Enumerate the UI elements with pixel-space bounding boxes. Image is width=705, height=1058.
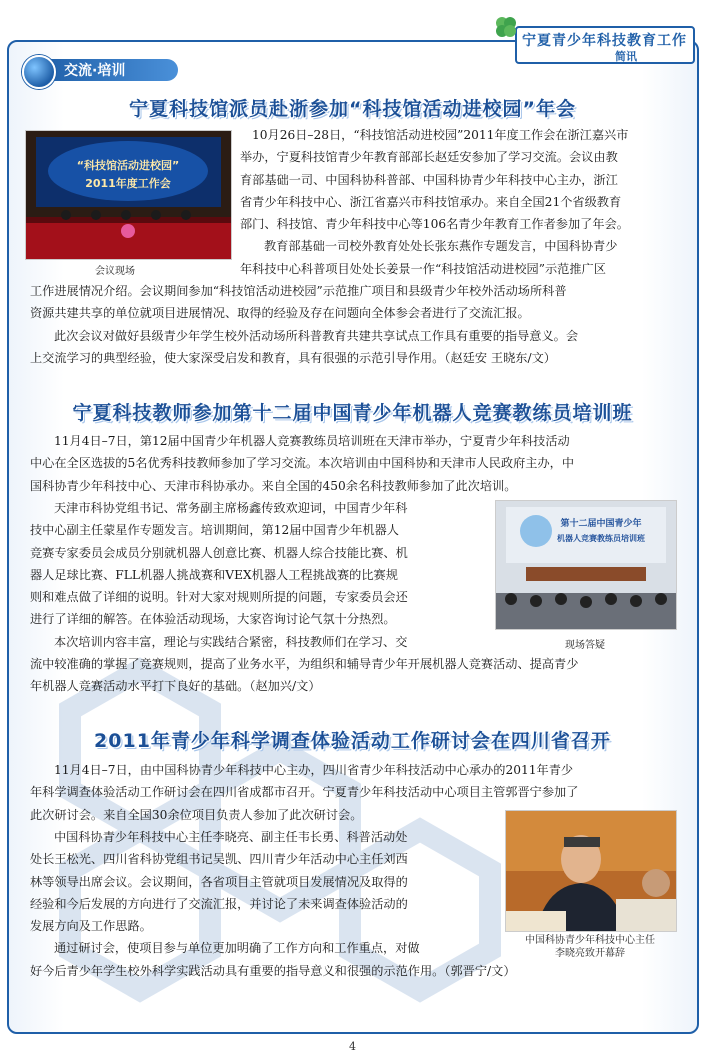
text-line: 育部基础一司、中国科协科普部、中国科协青少年科技中心主办，浙江	[240, 172, 618, 187]
text-line: 举办，宁夏科技馆青少年教育部部长赵廷安参加了学习交流。会议由教	[240, 150, 618, 165]
text-line: 上交流学习的典型经验，使大家深受启发和教育，具有很强的示范引导作用。（赵廷安 王晓东/文）	[30, 350, 556, 365]
text-line: 器人足球比赛、FLL机器人挑战赛和VEX机器人工程挑战赛的比赛规	[30, 567, 398, 582]
banner-line-2: 2011年度工作会	[85, 177, 171, 190]
text-line: 经验和今后发展的方向进行了交流汇报，并讨论了未来调查体验活动的	[30, 896, 408, 911]
text-line: 年科技中心科普项目处处长姜景一作“科技馆活动进校园”示范推广区	[240, 261, 606, 276]
article-2-text-top	[30, 430, 685, 497]
brand-header	[475, 14, 695, 62]
text-line: 国科协青少年科技中心、天津市科协承办。来自全国的450余名科技教师参加了此次培训。	[30, 478, 517, 493]
text-line: 11月4日–7日，由中国科协青少年科技中心主办，四川省青少年科技活动中心承办的2011年青少	[54, 763, 574, 777]
section-tag	[22, 55, 182, 85]
page-number: 4	[349, 1040, 356, 1053]
speaker-photo-image	[506, 811, 676, 931]
text-line: 则和难点做了详细的说明。针对大家对规则所提的问题，专家委员会还	[30, 590, 408, 605]
section-label: 交流·培训	[64, 63, 126, 79]
text-line: 省青少年科技中心、浙江省嘉兴市科技馆承办。来自全国21个省级教育	[240, 194, 622, 209]
globe-icon	[22, 55, 56, 89]
article-2-photo-caption: 现场答疑	[565, 640, 605, 651]
text-line: 好今后青少年学生校外科学实践活动具有重要的指导意义和很强的示范作用。（郭晋宁/文）	[30, 964, 516, 978]
text-line: 处长王松光、四川省科协党组书记吴凯、四川青少年活动中心主任刘西	[30, 852, 408, 867]
article-2-headline: 宁夏科技教师参加第十二届中国青少年机器人竞赛教练员培训班	[72, 402, 633, 424]
text-line: 天津市科协党组书记、常务副主席杨鑫传致欢迎词，中国青少年科	[54, 501, 408, 515]
article-3-text-bottom	[30, 960, 685, 982]
article-1-text-full	[30, 280, 685, 369]
text-line: 11月4日–7日，第12届中国青少年机器人竞赛教练员培训班在天津市举办，宁夏青少年科技活动	[54, 434, 570, 448]
article-1-photo-caption: 会议现场	[95, 266, 135, 277]
article-3-headline: 2011年青少年科学调查体验活动工作研讨会在四川省召开	[94, 730, 611, 752]
text-line: 流中较准确的掌握了竞赛规则，提高了业务水平，为组织和辅导青少年开展机器人竞赛活动、提高青少	[30, 657, 579, 671]
article-1-photo	[25, 130, 232, 260]
text-line: 本次培训内容丰富，理论与实践结合紧密，科技教师们在学习、交	[54, 634, 408, 649]
article-2-photo	[495, 500, 677, 630]
article-2-text-left	[30, 497, 485, 653]
conference-photo-image	[26, 131, 231, 259]
article-3-photo	[505, 810, 677, 932]
brand-subtitle: 简讯	[615, 50, 637, 63]
banner-line-1: “科技馆活动进校园”	[76, 159, 180, 172]
text-line: 此次研讨会。来自全国30余位项目负责人参加了此次研讨会。	[30, 807, 363, 822]
text-line: 竞赛专家委员会成员分别就机器人创意比赛、机器人综合技能比赛、机	[30, 545, 408, 560]
text-line: 进行了详细的解答。在体验活动现场，大家咨询讨论气氛十分热烈。	[30, 612, 396, 627]
text-line: 中心在全区选拔的5名优秀科技教师参加了学习交流。本次培训由中国科协和天津市人民政府主办，中	[30, 456, 575, 471]
caption-line: 李晓亮致开幕辞	[555, 948, 625, 959]
text-line: 部门、科技馆、青少年科技中心等106名青少年教育工作者参加了年会。	[240, 217, 629, 232]
training-photo-image	[496, 501, 676, 629]
text-line: 教育部基础一司校外教育处处长张东燕作专题发言，中国科协青少	[264, 239, 618, 254]
text-line: 此次会议对做好县级青少年学生校外活动场所科普教育共建共享试点工作具有重要的指导意义。会	[54, 328, 579, 343]
brand-title: 宁夏青少年科技教育工作	[522, 33, 687, 49]
banner-line-2: 机器人竞赛教练员培训班	[557, 534, 645, 543]
text-line: 年科学调查体验活动工作研讨会在四川省成都市召开。宁夏青少年科技活动中心项目主管郭晋宁参加了	[30, 785, 579, 800]
clover-logo-icon	[493, 14, 519, 40]
text-line: 资源共建共享的单位就项目进展情况、取得的经验及存在问题向全体参会者进行了交流汇报。	[30, 306, 530, 321]
text-line: 通过研讨会，使项目参与单位更加明确了工作方向和工作重点，对做	[54, 941, 420, 956]
article-1-text-right	[240, 124, 680, 280]
text-line: 中国科协青少年科技中心主任李晓亮、副主任韦长勇、科普活动处	[54, 830, 408, 844]
text-line: 发展方向及工作思路。	[30, 919, 152, 934]
text-line: 技中心副主任蒙星作专题发言。培训期间，第12届中国青少年机器人	[30, 523, 399, 538]
text-line: 工作进展情况介绍。会议期间参加“科技馆活动进校园”示范推广项目和县级青少年校外活动场所科普	[30, 284, 567, 298]
article-1-headline: 宁夏科技馆派员赴浙参加“科技馆活动进校园”年会	[129, 98, 576, 120]
article-3-text-left	[30, 826, 495, 960]
text-line: 年机器人竞赛活动水平打下良好的基础。（赵加兴/文）	[30, 679, 321, 694]
text-line: 林等领导出席会议。会议期间，各省项目主管就项目发展情况及取得的	[30, 874, 408, 889]
banner-line-1: 第十二届中国青少年	[560, 519, 642, 529]
caption-line: 中国科协青少年科技中心主任	[525, 935, 655, 946]
text-line: 10月26日–28日，“科技馆活动进校园”2011年度工作会在浙江嘉兴市	[252, 128, 629, 142]
article-3-photo-caption	[505, 934, 675, 960]
article-2-text-bottom	[30, 653, 685, 698]
